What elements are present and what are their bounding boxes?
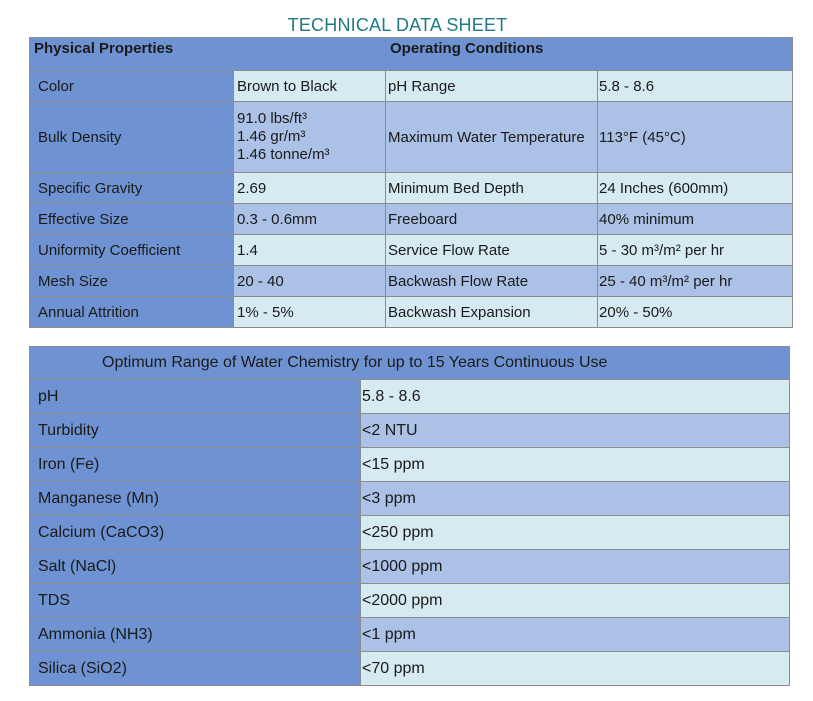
chemistry-label: Salt (NaCl) — [30, 550, 361, 584]
chemistry-value: <2000 ppm — [361, 584, 790, 618]
table-row — [30, 235, 793, 266]
physical-label: Color — [30, 71, 234, 102]
table-header-row — [30, 347, 790, 380]
chemistry-label: Silica (SiO2) — [30, 652, 361, 686]
operating-value: 24 Inches (600mm) — [598, 173, 793, 204]
operating-label: Service Flow Rate — [386, 235, 598, 266]
physical-value: 0.3 - 0.6mm — [234, 204, 386, 235]
chemistry-label: Iron (Fe) — [30, 448, 361, 482]
physical-label: Uniformity Coefficient — [30, 235, 234, 266]
table-row — [30, 173, 793, 204]
page-title: TECHNICAL DATA SHEET — [287, 15, 508, 35]
physical-value: Brown to Black — [234, 71, 386, 102]
physical-value: 2.69 — [234, 173, 386, 204]
chemistry-value: <1 ppm — [361, 618, 790, 652]
chemistry-value: <2 NTU — [361, 414, 790, 448]
operating-label: Freeboard — [386, 204, 598, 235]
table-row — [30, 482, 790, 516]
table-row — [30, 448, 790, 482]
operating-label: Minimum Bed Depth — [386, 173, 598, 204]
physical-label: Specific Gravity — [30, 173, 234, 204]
chemistry-value: <3 ppm — [361, 482, 790, 516]
table-row — [30, 550, 790, 584]
table-row — [30, 204, 793, 235]
chemistry-label: Manganese (Mn) — [30, 482, 361, 516]
chemistry-label: pH — [30, 380, 361, 414]
table-header-row — [30, 38, 793, 71]
table-row — [30, 297, 793, 328]
table-row — [30, 102, 793, 173]
physical-value — [234, 102, 386, 173]
table-row — [30, 652, 790, 686]
water-chemistry-table — [29, 346, 790, 686]
physical-label: Mesh Size — [30, 266, 234, 297]
chemistry-value: <1000 ppm — [361, 550, 790, 584]
chemistry-value: 5.8 - 8.6 — [361, 380, 790, 414]
operating-value: 5 - 30 m³/m² per hr — [598, 235, 793, 266]
table-row — [30, 414, 790, 448]
operating-value: 113°F (45°C) — [598, 102, 793, 173]
chemistry-label: Calcium (CaCO3) — [30, 516, 361, 550]
operating-label: Backwash Flow Rate — [386, 266, 598, 297]
table-row — [30, 380, 790, 414]
physical-value: 1% - 5% — [234, 297, 386, 328]
physical-value: 1.4 — [234, 235, 386, 266]
bulk-density-line: 1.46 tonne/m³ — [237, 146, 330, 163]
table-row — [30, 618, 790, 652]
chemistry-label: Turbidity — [30, 414, 361, 448]
table-row — [30, 266, 793, 297]
operating-label: Maximum Water Temperature — [386, 102, 598, 173]
operating-conditions-header: Operating Conditions — [386, 38, 793, 71]
physical-label: Annual Attrition — [30, 297, 234, 328]
operating-value: 5.8 - 8.6 — [598, 71, 793, 102]
bulk-density-line: 91.0 lbs/ft³ — [237, 110, 308, 127]
table-row — [30, 516, 790, 550]
bulk-density-line: 1.46 gr/m³ — [237, 128, 306, 145]
operating-value: 20% - 50% — [598, 297, 793, 328]
operating-label: Backwash Expansion — [386, 297, 598, 328]
chemistry-value: <250 ppm — [361, 516, 790, 550]
chemistry-value: <70 ppm — [361, 652, 790, 686]
physical-value: 20 - 40 — [234, 266, 386, 297]
physical-label: Effective Size — [30, 204, 234, 235]
chemistry-label: TDS — [30, 584, 361, 618]
physical-properties-header: Physical Properties — [30, 38, 386, 71]
physical-label: Bulk Density — [30, 102, 234, 173]
operating-value: 25 - 40 m³/m² per hr — [598, 266, 793, 297]
technical-data-table — [29, 37, 793, 328]
chemistry-label: Ammonia (NH3) — [30, 618, 361, 652]
table-row — [30, 584, 790, 618]
operating-label: pH Range — [386, 71, 598, 102]
operating-value: 40% minimum — [598, 204, 793, 235]
water-chemistry-header: Optimum Range of Water Chemistry for up to 15 Years Continuous Use — [30, 347, 790, 380]
chemistry-value: <15 ppm — [361, 448, 790, 482]
table-row — [30, 71, 793, 102]
